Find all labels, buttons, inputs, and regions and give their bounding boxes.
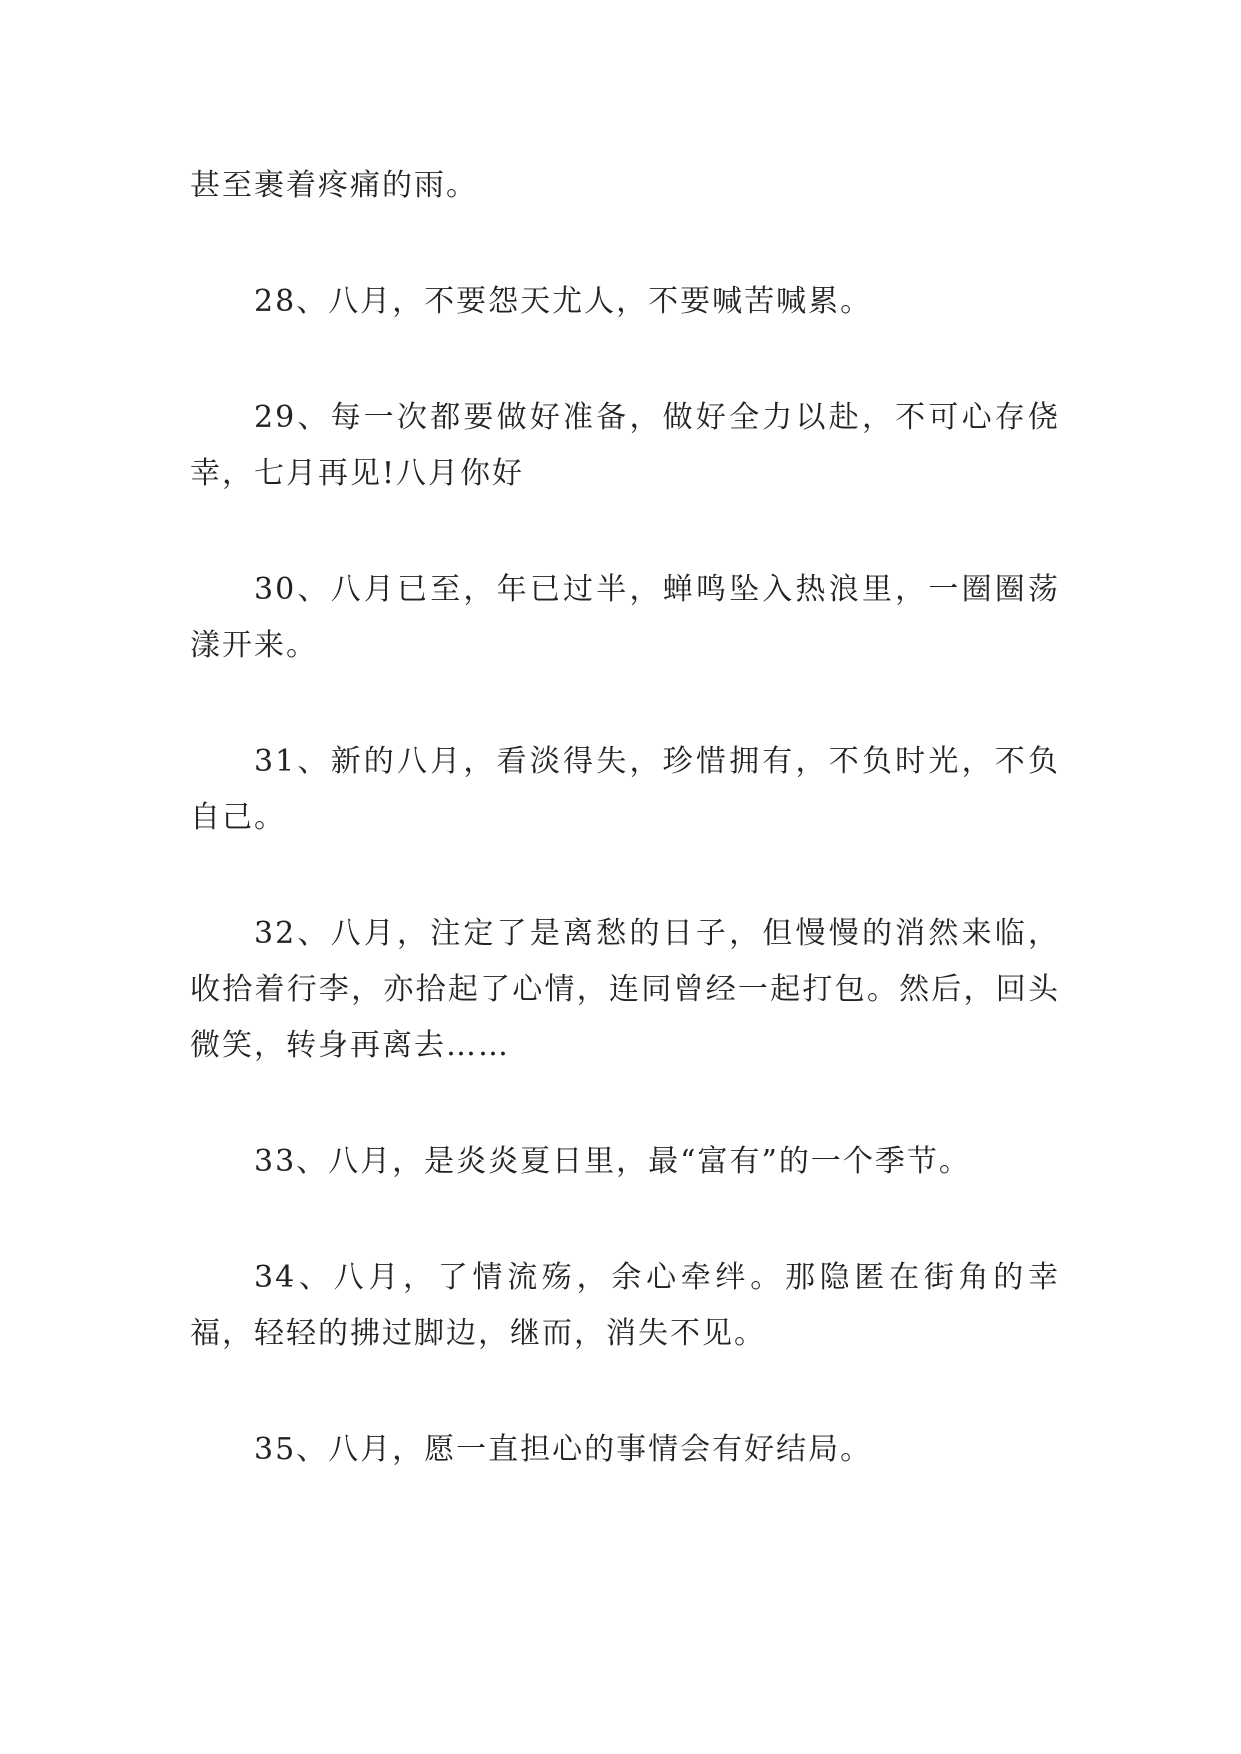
paragraph-30: 30、八月已至，年已过半，蝉鸣坠入热浪里，一圈圈荡漾开来。 bbox=[190, 572, 1060, 663]
paragraph-31: 31、新的八月，看淡得失，珍惜拥有，不负时光，不负自己。 bbox=[190, 744, 1060, 835]
paragraph-continuation: 甚至裹着疼痛的雨。 bbox=[190, 168, 478, 203]
paragraph-32: 32、八月，注定了是离愁的日子，但慢慢的消然来临，收拾着行李，亦拾起了心情，连同曾经一起打包。然后，回头微笑，转身再离去…… bbox=[190, 916, 1060, 1063]
text-body bbox=[190, 158, 1060, 1538]
paragraph-33: 33、八月，是炎炎夏日里，最“富有”的一个季节。 bbox=[254, 1144, 971, 1179]
paragraph-34: 34、八月，了情流殇，余心牵绊。那隐匿在街角的幸福，轻轻的拂过脚边，继而，消失不见。 bbox=[190, 1260, 1060, 1351]
paragraph-35: 35、八月，愿一直担心的事情会有好结局。 bbox=[254, 1432, 873, 1467]
paragraph-29: 29、每一次都要做好准备，做好全力以赴，不可心存侥幸，七月再见!八月你好 bbox=[190, 400, 1060, 491]
paragraph-28: 28、八月，不要怨天尤人，不要喊苦喊累。 bbox=[254, 284, 873, 319]
